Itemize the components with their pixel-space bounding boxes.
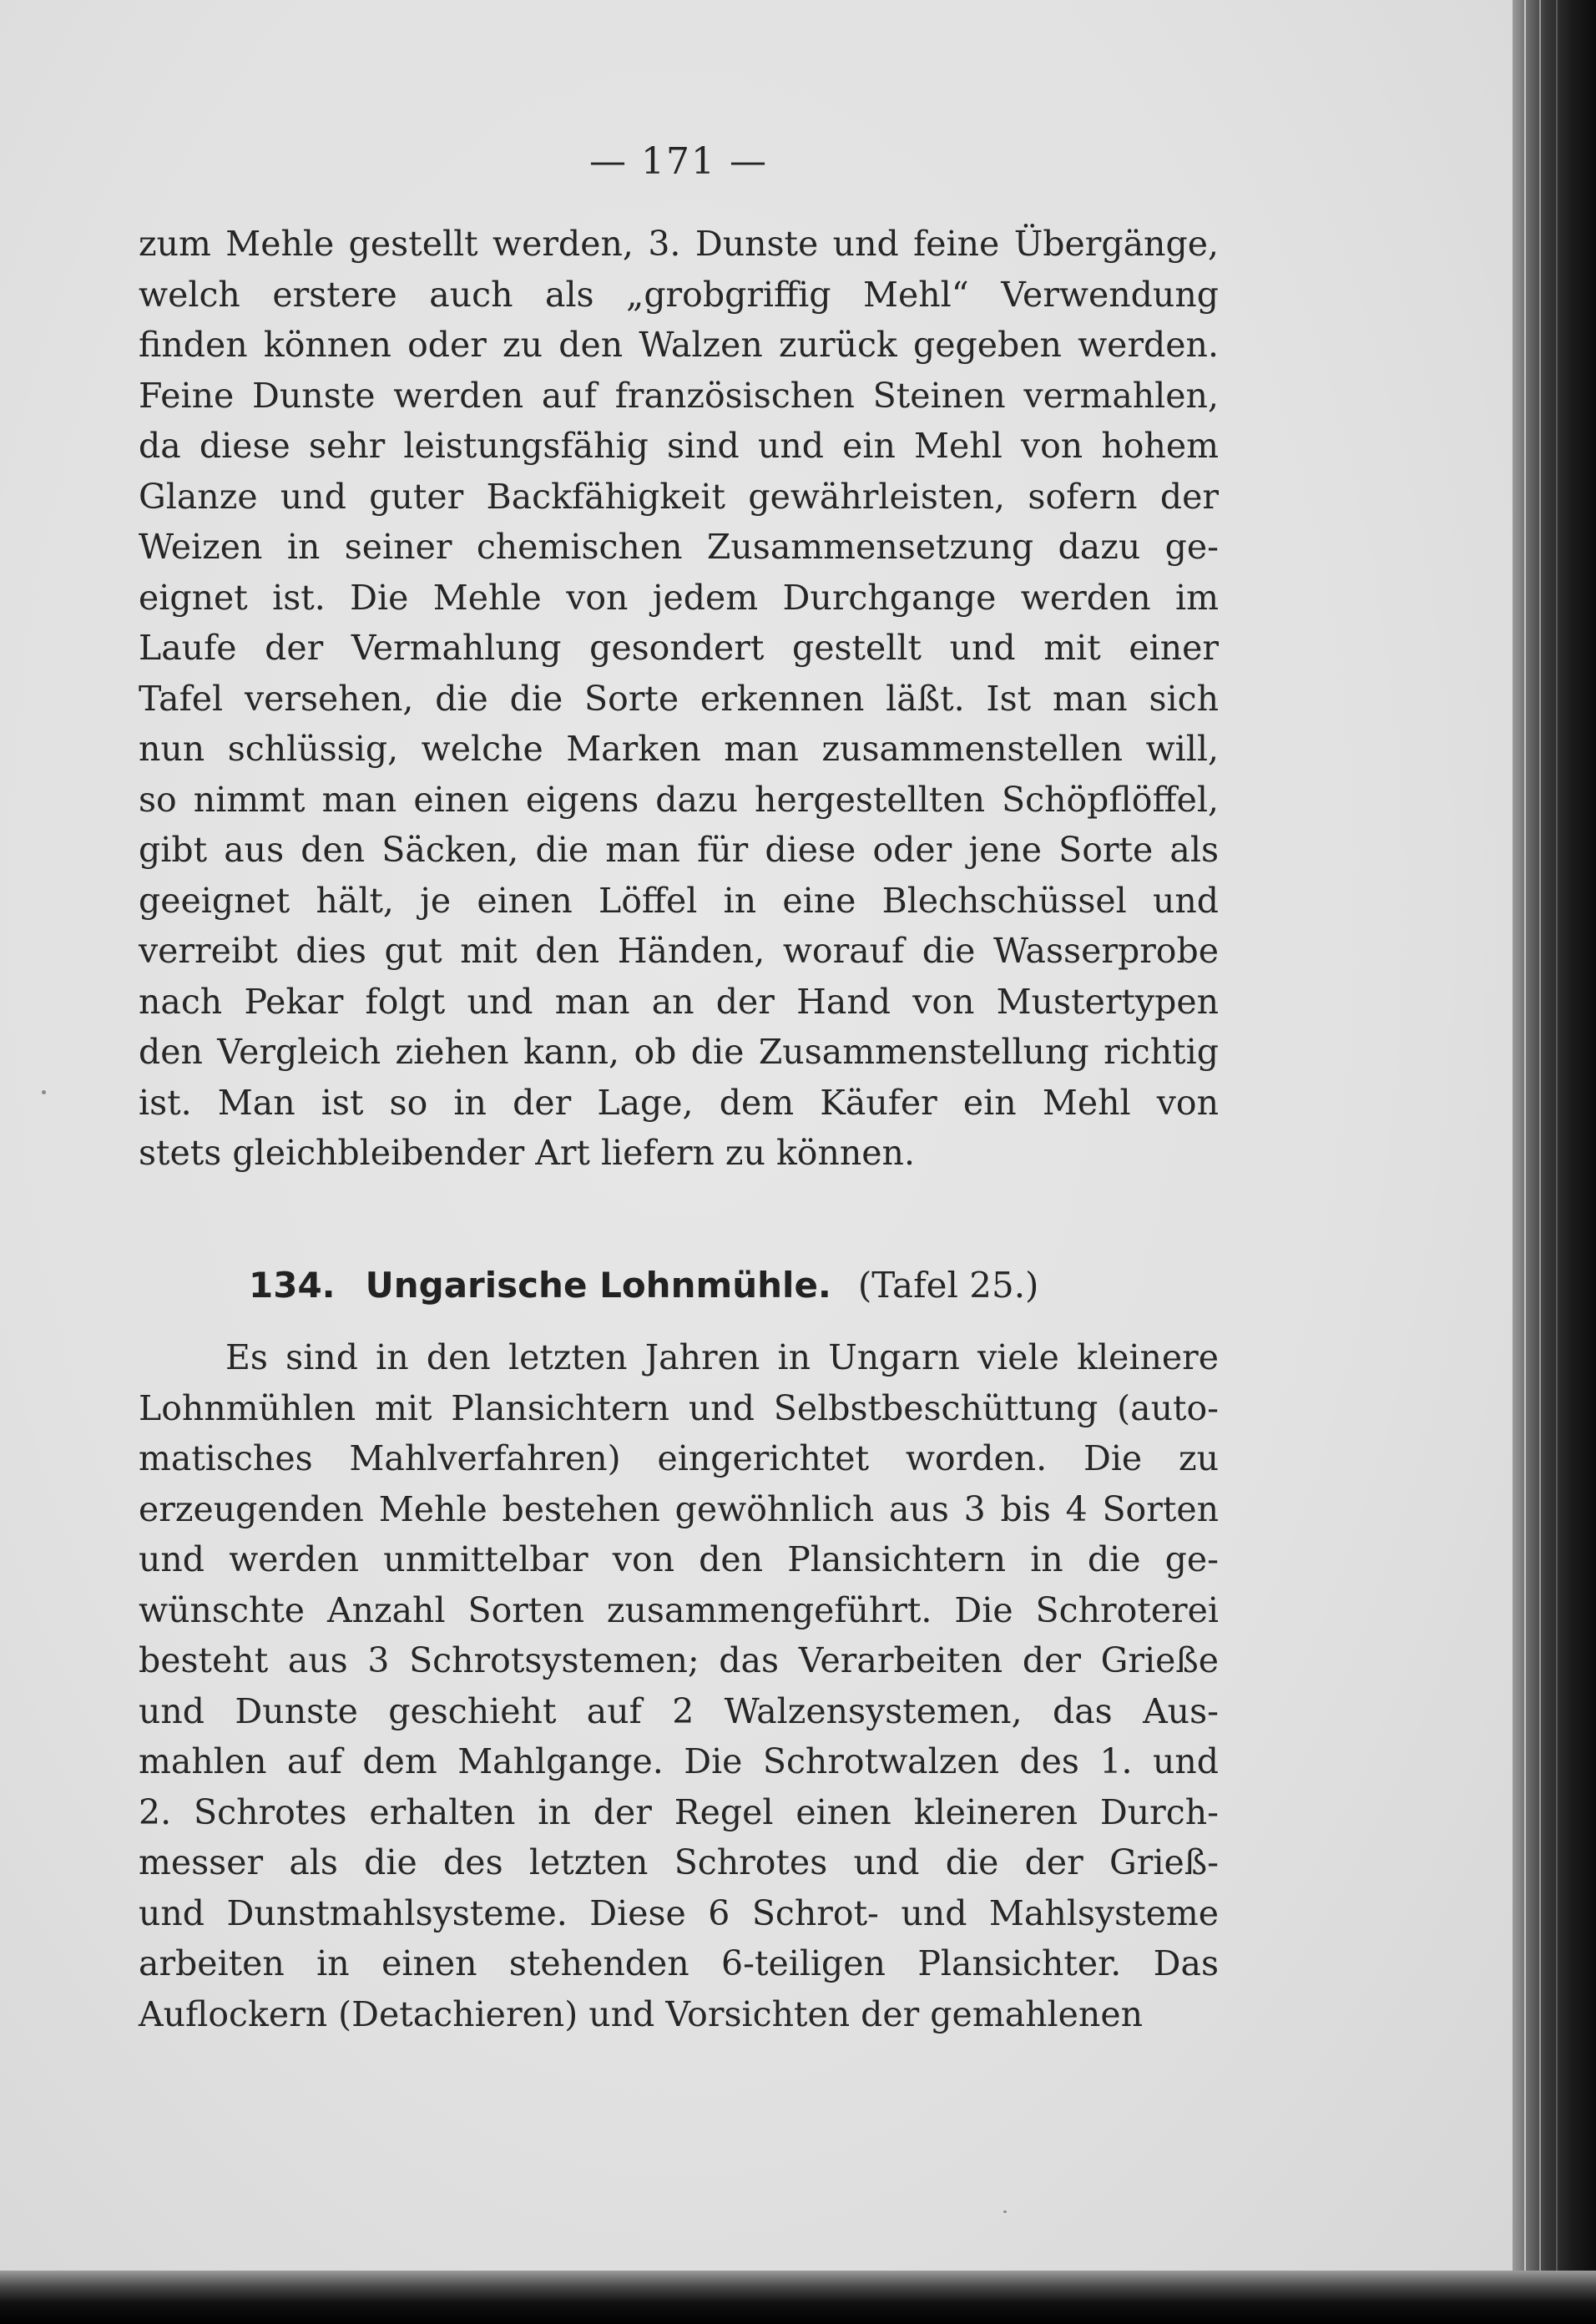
section-heading xyxy=(139,1261,1219,1311)
text-line: Auflockern (Detachieren) und Vorsichten der gemahlenen xyxy=(139,1993,1143,2034)
text-line: 2. Schrotes erhalten in der Regel einen kleineren Durch- xyxy=(139,1791,1219,1832)
page-edge-line xyxy=(1539,0,1541,2324)
paragraph-2 xyxy=(139,1332,1219,2039)
text-line: und Dunstmahlsysteme. Diese 6 Schrot- und Mahlsysteme xyxy=(139,1892,1219,1933)
text-line: nach Pekar folgt und man an der Hand von Mustertypen xyxy=(139,981,1219,1022)
section-title: Ungarische Lohnmühle. xyxy=(365,1265,831,1306)
text-line: Lohnmühlen mit Plansichtern und Selbstbeschüttung (auto- xyxy=(139,1387,1219,1428)
text-line: und werden unmittelbar von den Plansichtern in die ge- xyxy=(139,1539,1219,1579)
text-line: finden können oder zu den Walzen zurück gegeben werden. xyxy=(139,325,1219,365)
text-line: wünschte Anzahl Sorten zusammengeführt. Die Schroterei xyxy=(139,1589,1219,1630)
text-line: mahlen auf dem Mahlgange. Die Schrotwalzen des 1. und xyxy=(139,1741,1219,1781)
text-line: so nimmt man einen eigens dazu hergestellten Schöpflöffel, xyxy=(139,779,1219,820)
section-number: 134. xyxy=(249,1265,336,1306)
text-line: geeignet hält, je einen Löffel in eine Blechschüssel und xyxy=(139,880,1219,921)
page-number: — 171 — xyxy=(589,140,768,183)
text-line: zum Mehle gestellt werden, 3. Dunste und feine Übergänge, xyxy=(139,224,1219,264)
page-edge-line xyxy=(1524,0,1526,2324)
text-line: Glanze und guter Backfähigkeit gewährleisten, sofern der xyxy=(139,476,1219,517)
text-line: Laufe der Vermahlung gesondert gestellt und mit einer xyxy=(139,628,1219,668)
text-line: Weizen in seiner chemischen Zusammensetzung dazu ge- xyxy=(139,527,1219,567)
book-edge-bottom xyxy=(0,2271,1596,2324)
book-edge-right xyxy=(1513,0,1596,2324)
text-line: ist. Man ist so in der Lage, dem Käufer ein Mehl von xyxy=(139,1082,1219,1123)
text-line: eignet ist. Die Mehle von jedem Durchgange werden im xyxy=(139,577,1219,618)
text-line: Feine Dunste werden auf französischen Steinen vermahlen, xyxy=(139,375,1219,416)
page-edge-line xyxy=(1556,0,1558,2324)
plate-reference: (Tafel 25.) xyxy=(857,1265,1039,1306)
text-line: messer als die des letzten Schrotes und die der Grieß- xyxy=(139,1842,1219,1882)
text-line: Tafel versehen, die die Sorte erkennen läßt. Ist man sich xyxy=(139,678,1219,719)
text-line: welch erstere auch als „grobgriffig Mehl“ Verwendung xyxy=(139,274,1219,315)
text-line: matisches Mahlverfahren) eingerichtet worden. Die zu xyxy=(139,1438,1219,1478)
paragraph-1 xyxy=(139,219,1219,1179)
text-line: Es sind in den letzten Jahren in Ungarn viele kleinere xyxy=(225,1337,1219,1377)
text-line: verreibt dies gut mit den Händen, worauf die Wasserprobe xyxy=(139,931,1219,971)
paper-speck xyxy=(1003,2210,1007,2213)
text-line: nun schlüssig, welche Marken man zusammenstellen will, xyxy=(139,729,1219,769)
text-line: den Vergleich ziehen kann, ob die Zusammenstellung richtig xyxy=(139,1032,1219,1072)
text-line: stets gleichbleibender Art liefern zu können. xyxy=(139,1133,915,1173)
text-line: erzeugenden Mehle bestehen gewöhnlich aus 3 bis 4 Sorten xyxy=(139,1488,1219,1529)
text-line: arbeiten in einen stehenden 6-teiligen Plansichter. Das xyxy=(139,1943,1219,1983)
text-line: gibt aus den Säcken, die man für diese oder jene Sorte als xyxy=(139,830,1219,870)
paper-speck xyxy=(42,1090,46,1094)
text-line: und Dunste geschieht auf 2 Walzensystemen, das Aus- xyxy=(139,1690,1219,1731)
text-line: da diese sehr leistungsfähig sind und ein Mehl von hohem xyxy=(139,426,1219,466)
text-line: besteht aus 3 Schrotsystemen; das Verarbeiten der Grieße xyxy=(139,1640,1219,1680)
